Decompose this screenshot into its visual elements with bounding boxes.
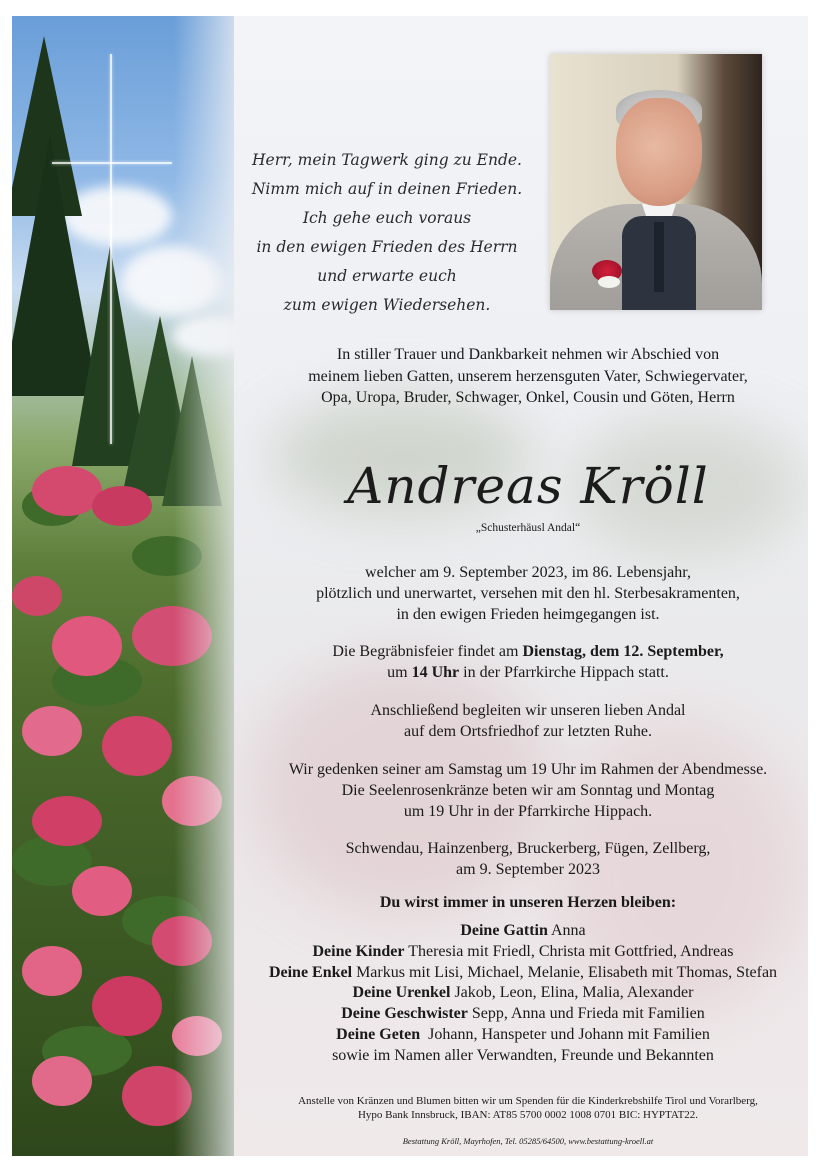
deceased-portrait — [550, 54, 762, 310]
intro-line: Opa, Uropa, Bruder, Schwager, Onkel, Cousin und Göten, Herrn — [321, 389, 735, 406]
death-notice-line: in den ewigen Frieden heimgegangen ist. — [396, 606, 660, 623]
family-names: sowie im Namen aller Verwandten, Freunde und Bekannten — [332, 1046, 714, 1064]
verse-line: Herr, mein Tagwerk ging zu Ende. — [252, 151, 522, 169]
family-row — [238, 1046, 808, 1067]
family-row — [238, 1004, 808, 1025]
death-notice — [248, 562, 808, 625]
death-notice-line: welcher am 9. September 2023, im 86. Lebensjahr, — [365, 564, 691, 581]
family-label: Deine Urenkel — [352, 984, 451, 1002]
family-list — [238, 921, 808, 1067]
verse-line: und erwarte euch — [317, 267, 457, 285]
death-notice-line: plötzlich und unerwartet, versehen mit den hl. Sterbesakramenten, — [316, 585, 740, 602]
deceased-name: Andreas Kröll — [347, 457, 709, 515]
place-date — [248, 838, 808, 880]
donation-note — [248, 1094, 808, 1122]
family-names: Anna — [547, 922, 586, 939]
deceased-nickname: „Schusterhäusl Andal“ — [475, 522, 581, 534]
family-names: Jakob, Leon, Elina, Malia, Alexander — [450, 984, 694, 1002]
donation-line: Hypo Bank Innsbruck, IBAN: AT85 5700 0002 1008 0701 BIC: HYPTAT22. — [357, 1109, 699, 1121]
family-label: Deine Geten — [336, 1025, 421, 1043]
memorial-line: Die Seelenrosenkränze beten wir am Sonntag und Montag — [341, 782, 715, 799]
burial-info — [248, 700, 808, 742]
family-label: Deine Enkel — [268, 963, 353, 981]
intro-line: meinem lieben Gatten, unserem herzensguten Vater, Schwiegervater, — [308, 367, 748, 385]
burial-line: Anschließend begleiten wir unseren lieben Andal — [370, 702, 686, 719]
family-row — [238, 942, 808, 963]
family-row — [238, 983, 808, 1004]
burial-line: auf dem Ortsfriedhof zur letzten Ruhe. — [404, 723, 652, 740]
verse-line: Ich gehe euch voraus — [302, 209, 472, 227]
undertaker-footer: Bestattung Kröll, Mayrhofen, Tel. 05285/64500, www.bestattung-kroell.at — [402, 1136, 654, 1146]
verse-line: zum ewigen Wiedersehen. — [283, 296, 491, 314]
funeral-info — [248, 641, 808, 683]
memorial-info — [248, 759, 808, 822]
family-label: Deine Gattin — [460, 922, 548, 939]
verse-line: in den ewigen Frieden des Herrn — [256, 238, 518, 256]
funeral-line2-post: in der Pfarrkirche Hippach statt. — [459, 664, 669, 681]
place-date-line: am 9. September 2023 — [456, 861, 600, 878]
family-row — [238, 963, 808, 984]
intro-line: In stiller Trauer und Dankbarkeit nehmen wir Abschied von — [336, 346, 720, 363]
funeral-time: 14 Uhr — [411, 664, 460, 681]
place-date-line: Schwendau, Hainzenberg, Bruckerberg, Fügen, Zellberg, — [345, 840, 711, 857]
verse — [248, 146, 526, 320]
family-names: Markus mit Lisi, Michael, Melanie, Elisabeth mit Thomas, Stefan — [352, 963, 778, 981]
cross-icon — [110, 54, 112, 444]
memorial-line: um 19 Uhr in der Pfarrkirche Hippach. — [403, 803, 653, 820]
alpine-rose-photo — [12, 16, 234, 1156]
donation-line: Anstelle von Kränzen und Blumen bitten wir um Spenden für die Kinderkrebshilfe Tirol und Vorarlberg, — [298, 1095, 758, 1107]
obituary-sheet — [12, 16, 808, 1156]
family-names: Theresia mit Friedl, Christa mit Gottfried, Andreas — [404, 942, 734, 960]
family-label: Deine Kinder — [312, 942, 405, 960]
funeral-date: Dienstag, dem 12. September, — [522, 643, 724, 660]
closing-line: Du wirst immer in unseren Herzen bleiben: — [379, 894, 677, 911]
family-row — [238, 921, 808, 942]
family-names: Johann, Hanspeter und Johann mit Familien — [420, 1025, 710, 1043]
intro-text — [248, 344, 808, 409]
family-row — [238, 1025, 808, 1046]
family-label: Deine Geschwister — [341, 1005, 468, 1023]
funeral-line2-pre: um — [387, 664, 412, 681]
cross-icon — [52, 162, 172, 164]
family-names: Sepp, Anna und Frieda mit Familien — [467, 1005, 705, 1023]
memorial-line: Wir gedenken seiner am Samstag um 19 Uhr im Rahmen der Abendmesse. — [288, 761, 768, 778]
verse-line: Nimm mich auf in deinen Frieden. — [251, 180, 523, 198]
funeral-pre: Die Begräbnisfeier findet am — [332, 643, 523, 660]
